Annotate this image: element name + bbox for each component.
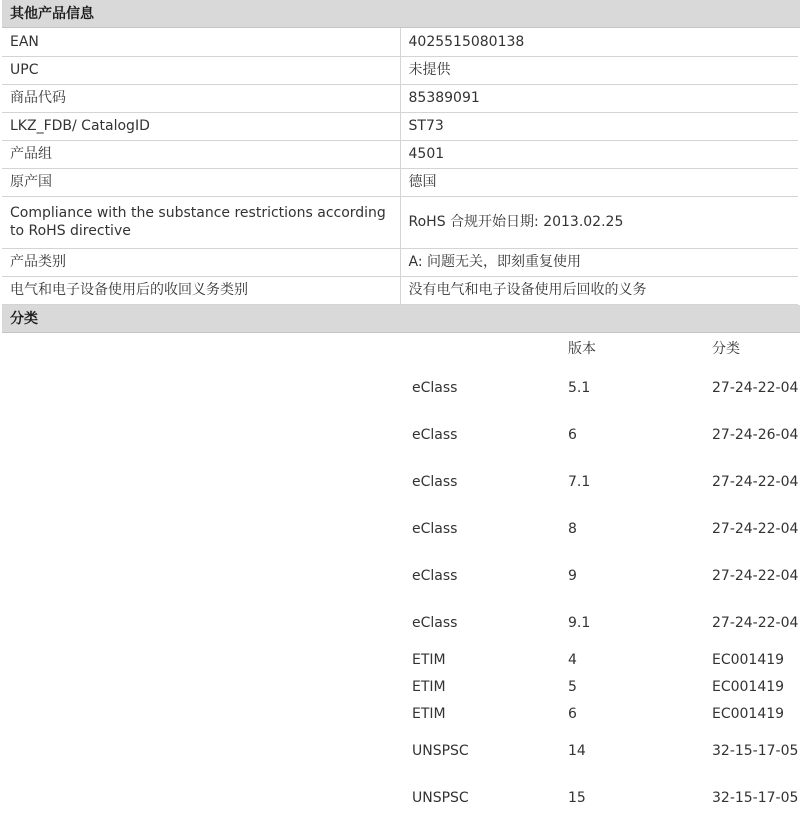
table-row <box>400 459 800 506</box>
table-row <box>400 701 800 728</box>
row-value: RoHS 合规开始日期: 2013.02.25 <box>400 196 798 248</box>
class-version: 4 <box>568 652 577 668</box>
class-system: ETIM <box>412 679 446 695</box>
row-label: UPC <box>2 56 400 84</box>
class-version: 6 <box>568 706 577 722</box>
row-label: LKZ_FDB/ CatalogID <box>2 112 400 140</box>
class-system: eClass <box>412 521 458 537</box>
table-row <box>400 506 800 553</box>
row-label: EAN <box>2 28 400 56</box>
row-value: 85389091 <box>400 84 798 112</box>
class-system: ETIM <box>412 652 446 668</box>
table-row <box>2 168 798 196</box>
classification-table <box>400 333 800 822</box>
row-value: ST73 <box>400 112 798 140</box>
row-label: 产品类别 <box>2 248 400 276</box>
row-value: A: 问题无关，即刻重复使用 <box>400 248 798 276</box>
row-label: 电气和电子设备使用后的收回义务类别 <box>2 276 400 304</box>
class-code: EC001419 <box>712 706 785 722</box>
class-code: 27-24-22-04 <box>712 568 799 584</box>
class-version: 6 <box>568 427 577 443</box>
table-row <box>2 28 798 56</box>
class-system: UNSPSC <box>412 790 469 806</box>
table-row <box>2 276 798 304</box>
class-version: 14 <box>568 743 586 759</box>
other-info-table <box>2 28 798 305</box>
table-row <box>400 412 800 459</box>
class-version: 15 <box>568 790 586 806</box>
class-code: EC001419 <box>712 652 785 668</box>
class-code: 27-24-22-04 <box>712 380 799 396</box>
class-system: eClass <box>412 615 458 631</box>
class-version: 7.1 <box>568 474 591 490</box>
class-system: eClass <box>412 380 458 396</box>
row-value: 没有电气和电子设备使用后回收的义务 <box>400 276 798 304</box>
table-row <box>2 84 798 112</box>
table-row <box>400 365 800 412</box>
class-code: EC001419 <box>712 679 785 695</box>
class-system: eClass <box>412 474 458 490</box>
class-system: ETIM <box>412 706 446 722</box>
classification-header-row <box>400 333 800 365</box>
class-code: 32-15-17-05 <box>712 790 799 806</box>
class-version: 5 <box>568 679 577 695</box>
row-label: 商品代码 <box>2 84 400 112</box>
column-header-version: 版本 <box>568 340 596 357</box>
other-info-header: 其他产品信息 <box>2 0 800 28</box>
row-value: 4501 <box>400 140 798 168</box>
table-row <box>2 56 798 84</box>
class-version: 9 <box>568 568 577 584</box>
class-code: 27-24-22-04 <box>712 615 799 631</box>
table-row <box>2 140 798 168</box>
table-row <box>2 196 798 248</box>
row-label: 原产国 <box>2 168 400 196</box>
class-code: 27-24-26-04 <box>712 427 799 443</box>
row-value: 4025515080138 <box>400 28 798 56</box>
table-row <box>400 775 800 822</box>
class-version: 5.1 <box>568 380 591 396</box>
table-row <box>400 647 800 674</box>
row-value: 德国 <box>400 168 798 196</box>
classification-area <box>2 333 800 823</box>
table-row <box>400 600 800 647</box>
class-code: 32-15-17-05 <box>712 743 799 759</box>
column-header-system <box>400 333 568 365</box>
row-value: 未提供 <box>400 56 798 84</box>
class-code: 27-24-22-04 <box>712 521 799 537</box>
column-header-code: 分类 <box>712 340 740 357</box>
row-label: 产品组 <box>2 140 400 168</box>
table-row <box>400 728 800 775</box>
table-row <box>400 553 800 600</box>
table-row <box>2 112 798 140</box>
class-code: 27-24-22-04 <box>712 474 799 490</box>
class-version: 9.1 <box>568 615 591 631</box>
row-label: Compliance with the substance restrictions according to RoHS directive <box>2 196 400 248</box>
class-system: eClass <box>412 568 458 584</box>
classification-header: 分类 <box>2 305 800 333</box>
table-row <box>2 248 798 276</box>
class-system: UNSPSC <box>412 743 469 759</box>
table-row <box>400 674 800 701</box>
class-system: eClass <box>412 427 458 443</box>
class-version: 8 <box>568 521 577 537</box>
